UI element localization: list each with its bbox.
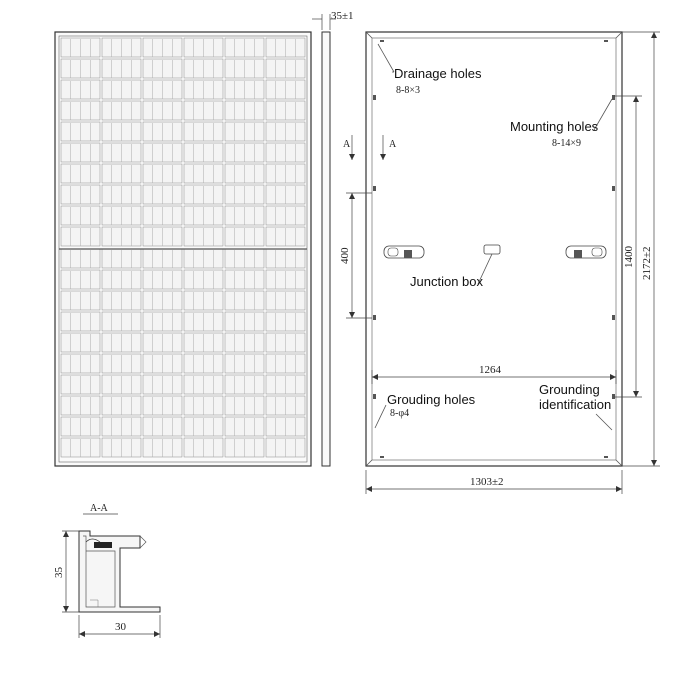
callout-junction bbox=[410, 254, 492, 289]
section-height-label: 35 bbox=[53, 567, 65, 578]
dim-2172-label: 2172±2 bbox=[641, 246, 653, 280]
mounting-title: Mounting holes bbox=[510, 119, 599, 134]
grounding-id-line1: Grounding bbox=[539, 382, 600, 397]
drainage-spec: 8-8×3 bbox=[396, 85, 420, 96]
dim-400 bbox=[339, 193, 372, 318]
junction-box-left bbox=[384, 246, 424, 258]
section-marker-right: A bbox=[389, 139, 397, 150]
mounting-spec: 8-14×9 bbox=[552, 138, 581, 149]
dim-1264 bbox=[372, 364, 616, 384]
junction-title: Junction box bbox=[410, 274, 483, 289]
section-marker-left: A bbox=[343, 139, 351, 150]
callout-grounding-holes bbox=[375, 392, 476, 428]
section-aa bbox=[53, 503, 160, 638]
drainage-title: Drainage holes bbox=[394, 66, 482, 81]
section-width-label: 30 bbox=[115, 621, 126, 633]
dim-1400 bbox=[614, 96, 642, 397]
dim-1264-label: 1264 bbox=[479, 364, 501, 376]
dim-1303-label: 1303±2 bbox=[470, 476, 504, 488]
dim-400-label: 400 bbox=[339, 247, 351, 264]
callout-grounding-id bbox=[539, 382, 612, 430]
junction-box-center bbox=[484, 245, 500, 254]
section-label: A-A bbox=[90, 503, 108, 514]
callout-drainage bbox=[378, 44, 482, 96]
junction-box-right bbox=[566, 246, 606, 258]
dim-1303 bbox=[366, 470, 622, 494]
section-markers bbox=[343, 135, 397, 160]
front-view bbox=[55, 32, 311, 466]
rear-view bbox=[339, 32, 660, 494]
frame-thickness-label: 35±1 bbox=[331, 10, 354, 22]
dim-1400-label: 1400 bbox=[623, 246, 635, 268]
grounding-id-line2: identification bbox=[539, 397, 612, 412]
side-view bbox=[312, 10, 354, 466]
callout-mounting bbox=[510, 99, 612, 149]
grounding-holes-title: Grouding holes bbox=[387, 392, 476, 407]
grounding-holes-spec: 8-φ4 bbox=[390, 408, 410, 419]
